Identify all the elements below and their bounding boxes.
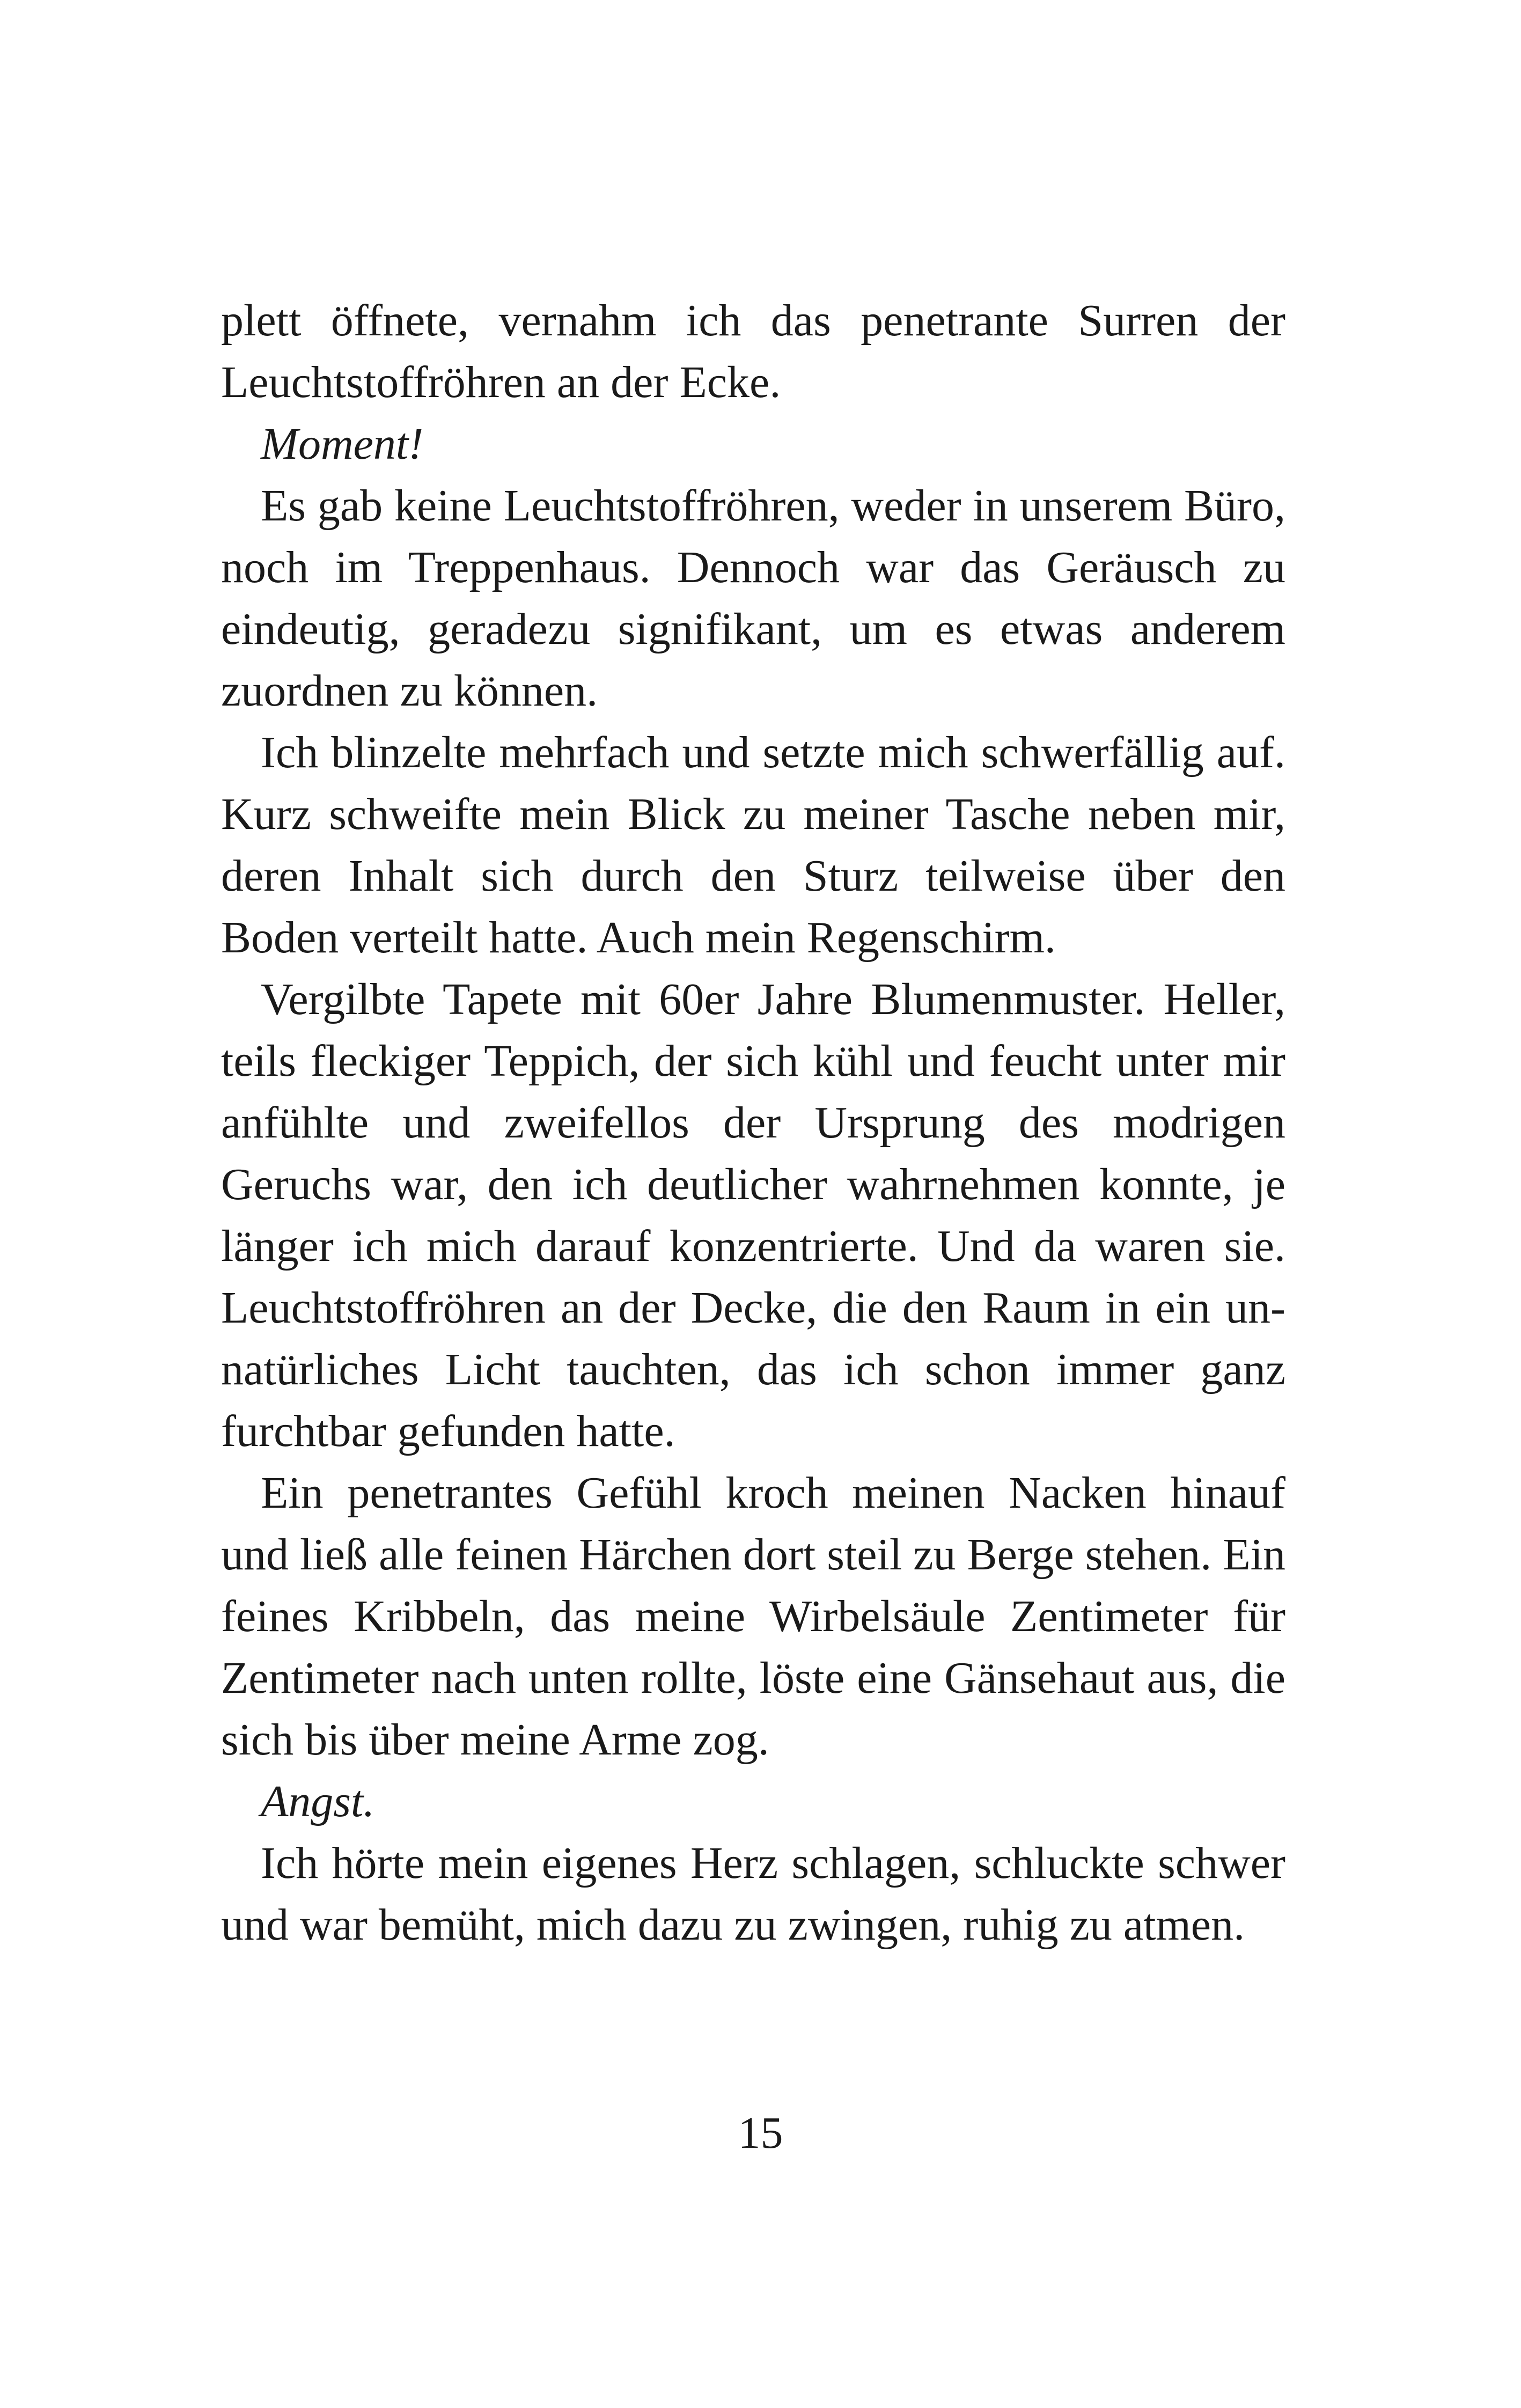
body-text bbox=[221, 290, 1285, 1956]
page-number: 15 bbox=[738, 2108, 783, 2158]
paragraph-3: Es gab keine Leuchtstoffröhren, weder in unserem Büro, noch im Treppenhaus. Dennoch war das Geräusch zu eindeutig, geradezu signifikant, um es etwas anderem zuordnen zu können. bbox=[221, 481, 1285, 716]
paragraph-4: Ich blinzelte mehrfach und setzte mich schwerfällig auf. Kurz schweifte mein Blick zu meiner Tasche neben mir, deren Inhalt sich durch den Sturz teilweise über den Boden verteilt hatte. Auch mein Regenschirm. bbox=[221, 728, 1285, 963]
paragraph-1: plett öffnete, vernahm ich das penetrante Surren der Leuchtstoffröhren an der Ecke. bbox=[221, 296, 1285, 407]
paragraph-6: Ein penetrantes Gefühl kroch meinen Nacken hinauf und ließ alle feinen Härchen dort steil zu Berge stehen. Ein feines Kribbeln, das meine Wirbelsäule Zentimeter für Zentimeter nach unten rollte, löste eine Gänsehaut aus, die sich bis über meine Arme zog. bbox=[221, 1468, 1285, 1765]
paragraph-5: Vergilbte Tapete mit 60er Jahre Blumenmuster. Heller, teils fleckiger Teppich, der sich kühl und feucht unter mir anfühlte und zweifellos der Ursprung des modrigen Geruchs war, den ich deutlicher wahrnehmen konnte, je länger ich mich darauf konzentrierte. Und da waren sie. Leuchtstoffröhren an der Decke, die den Raum in ein unnatürliches Licht tauchten, das ich schon immer ganz furchtbar gefunden hatte. bbox=[221, 974, 1285, 1456]
paragraph-angst: Angst. bbox=[261, 1776, 375, 1826]
paragraph-8: Ich hörte mein eigenes Herz schlagen, schluckte schwer und war bemüht, mich dazu zu zwingen, ruhig zu atmen. bbox=[221, 1838, 1285, 1950]
paragraph-moment: Moment! bbox=[261, 419, 424, 469]
